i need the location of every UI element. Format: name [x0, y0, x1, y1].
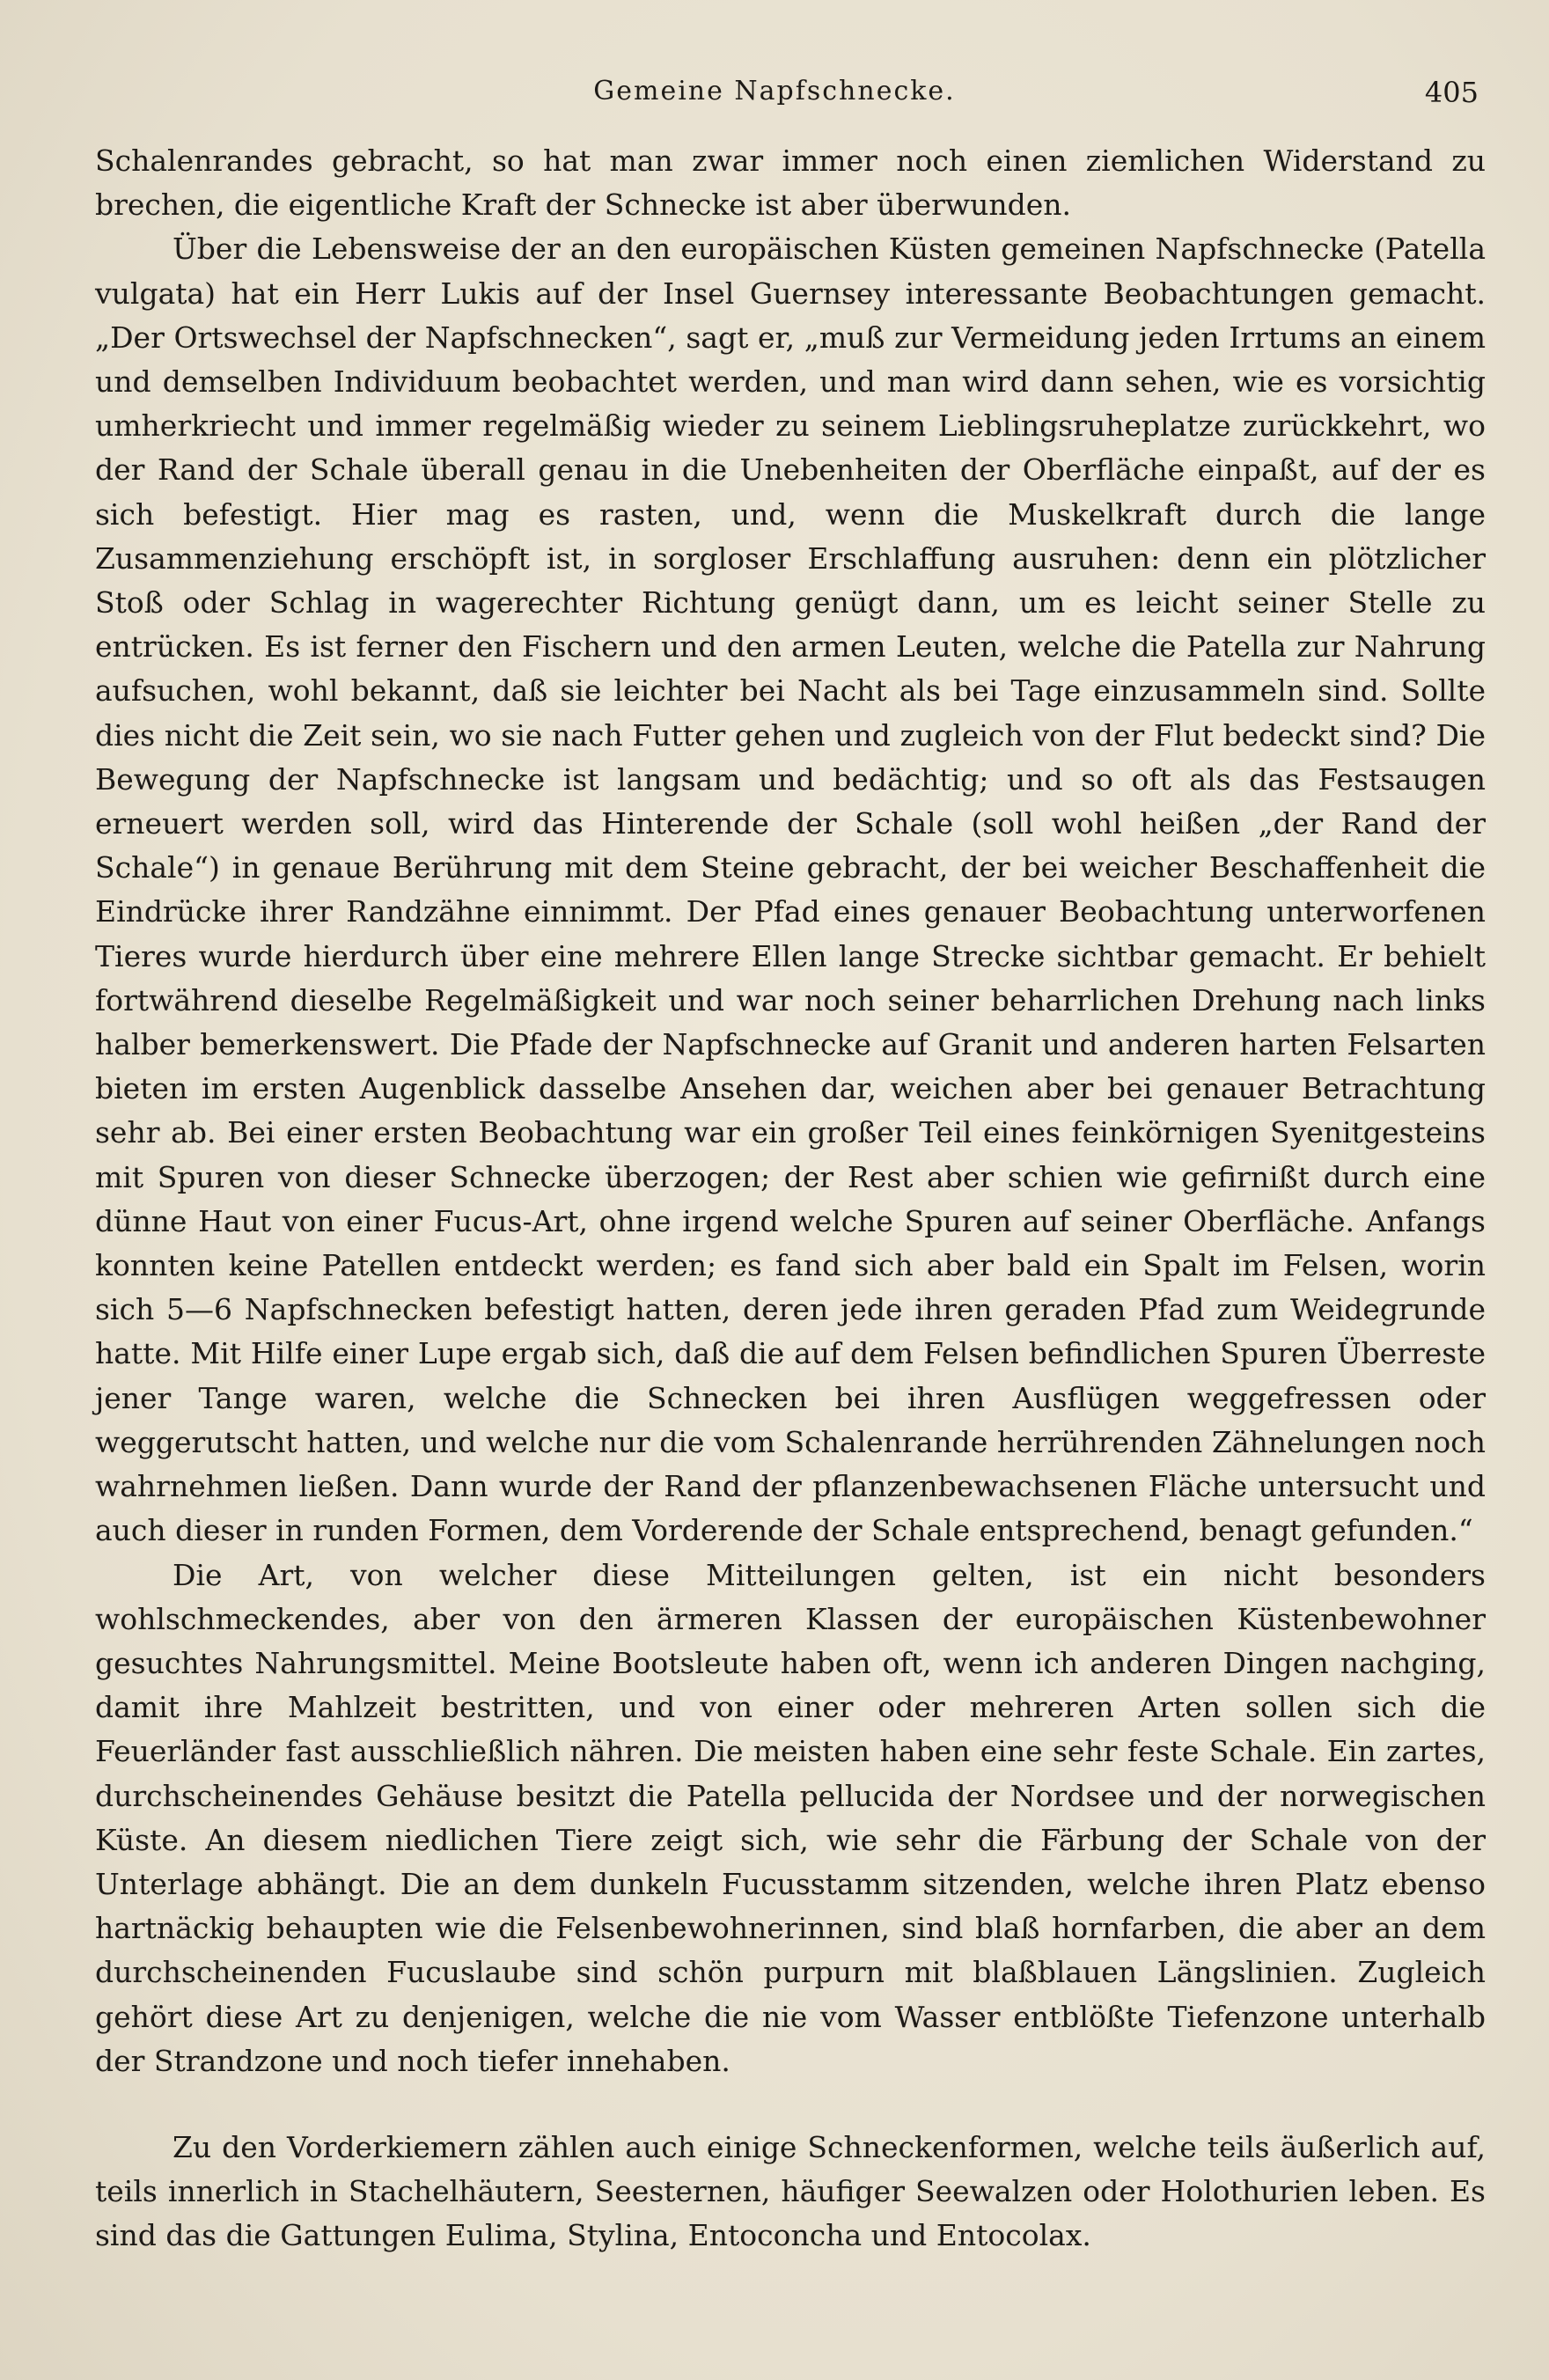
- paragraph-2: Über die Lebensweise der an den europäischen Küsten gemeinen Napfschnecke (Patella vulgata) hat ein Herr Lukis auf der Insel Guernsey interessante Beobachtungen gemacht. „Der Ortswechsel der Napfschnecken“, sagt er, „muß zur Vermeidung jeden Irrtums an einem und demselben Individuum beobachtet werden, und man wird dann sehen, wie es vorsichtig umherkriecht und immer regelmäßig wieder zu seinem Lieblingsruheplatze zurückkehrt, wo der Rand der Schale überall genau in die Unebenheiten der Oberfläche einpaßt, auf der es sich befestigt. Hier mag es rasten, und, wenn die Muskelkraft durch die lange Zusammenziehung erschöpft ist, in sorgloser Erschlaffung ausruhen: denn ein plötzlicher Stoß oder Schlag in wagerechter Richtung genügt dann, um es leicht seiner Stelle zu entrücken. Es ist ferner den Fischern und den armen Leuten, welche die Patella zur Nahrung aufsuchen, wohl bekannt, daß sie leichter bei Nacht als bei Tage einzusammeln sind. Sollte dies nicht die Zeit sein, wo sie nach Futter gehen und zugleich von der Flut bedeckt sind? Die Bewegung der Napfschnecke ist langsam und bedächtig; und so oft als das Festsaugen erneuert werden soll, wird das Hinterende der Schale (soll wohl heißen „der Rand der Schale“) in genaue Berührung mit dem Steine gebracht, der bei weicher Beschaffenheit die Eindrücke ihrer Randzähne einnimmt. Der Pfad eines genauer Beobachtung unterworfenen Tieres wurde hierdurch über eine mehrere Ellen lange Strecke sichtbar gemacht. Er behielt fortwährend dieselbe Regelmäßigkeit und war noch seiner beharrlichen Drehung nach links halber bemerkenswert. Die Pfade der Napfschnecke auf Granit und anderen harten Felsarten bieten im ersten Augenblick dasselbe Ansehen dar, weichen aber bei genauer Betrachtung sehr ab. Bei einer ersten Beobachtung war ein großer Teil eines feinkörnigen Syenitgesteins mit Spuren von dieser Schnecke überzogen; der Rest aber schien wie gefirnißt durch eine dünne Haut von einer Fucus-Art, ohne irgend welche Spuren auf seiner Oberfläche. Anfangs konnten keine Patellen entdeckt werden; es fand sich aber bald ein Spalt im Felsen, worin sich 5—6 Napfschnecken befestigt hatten, deren jede ihren geraden Pfad zum Weidegrunde hatte. Mit Hilfe einer Lupe ergab sich, daß die auf dem Felsen befindlichen Spuren Überreste jener Tange waren, welche die Schnecken bei ihren Ausflügen weggefressen oder weggerutscht hatten, und welche nur die vom Schalenrande herrührenden Zähnelungen noch wahrnehmen ließen. Dann wurde der Rand der pflanzenbewachsenen Fläche untersucht und auch dieser in runden Formen, dem Vorderende der Schale entsprechend, benagt gefunden.“: [95, 231, 1486, 1548]
- paragraph-3: Die Art, von welcher diese Mitteilungen gelten, ist ein nicht besonders wohlschmeckendes, aber von den ärmeren Klassen der europäischen Küstenbewohner gesuchtes Nahrungsmittel. Meine Bootsleute haben oft, wenn ich anderen Dingen nachging, damit ihre Mahlzeit bestritten, und von einer oder mehreren Arten sollen sich die Feuerländer fast ausschließlich nähren. Die meisten haben eine sehr feste Schale. Ein zartes, durchscheinendes Gehäuse besitzt die Patella pellucida der Nordsee und der norwegischen Küste. An diesem niedlichen Tiere zeigt sich, wie sehr die Färbung der Schale von der Unterlage abhängt. Die an dem dunkeln Fucusstamm sitzenden, welche ihren Platz ebenso hartnäckig behaupten wie die Felsenbewohnerinnen, sind blaß hornfarben, die aber an dem durchscheinenden Fucuslaube sind schön purpurn mit blaßblauen Längslinien. Zugleich gehört diese Art zu denjenigen, welche die nie vom Wasser entblößte Tiefenzone unterhalb der Strandzone und noch tiefer innehaben.: [95, 1557, 1486, 2078]
- running-head: [0, 76, 1549, 129]
- paragraph-1: Schalenrandes gebracht, so hat man zwar immer noch einen ziemlichen Widerstand zu brechen, die eigentliche Kraft der Schnecke ist aber überwunden.: [95, 143, 1486, 223]
- page-number: 405: [1424, 76, 1479, 109]
- body-text: [95, 139, 1486, 2259]
- running-title: Gemeine Napfschnecke.: [593, 76, 956, 107]
- paragraph-4: Zu den Vorderkiemern zählen auch einige Schneckenformen, welche teils äußerlich auf, teils innerlich in Stachelhäutern, Seesternen, häufiger Seewalzen oder Holothurien leben. Es sind das die Gattungen Eulima, Stylina, Entoconcha und Entocolax.: [95, 2129, 1486, 2253]
